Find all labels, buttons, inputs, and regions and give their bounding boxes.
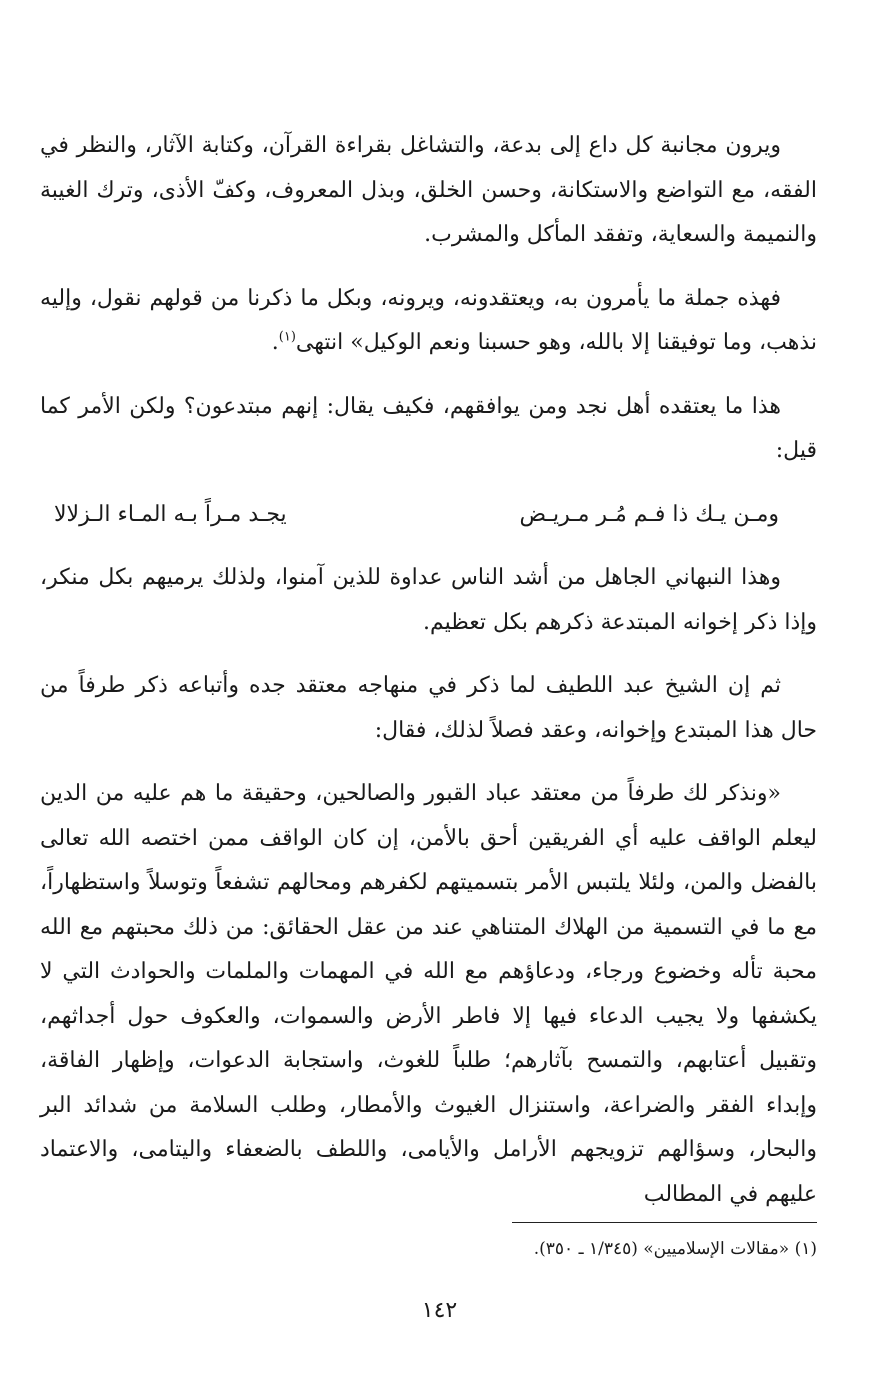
paragraph-5: ثم إن الشيخ عبد اللطيف لما ذكر في منهاجه معتقد جده وأتباعه ذكر طرفاً من حال هذا المبتدع وإخوانه، وعقد فصلاً لذلك، فقال:: [40, 673, 817, 743]
poem-verse: [40, 493, 817, 538]
paragraph-6: «ونذكر لك طرفاً من معتقد عباد القبور والصالحين، وحقيقة ما هم عليه من الدين ليعلم الواقف عليه أي الفريقين أحق بالأمن، إن كان الواقف ممن اختصه الله تعالى بالفضل والمن، ولئلا يلتبس الأمر بتسميتهم لكفرهم ومحالهم تشفعاً وتوسلاً واستظهاراً، مع ما في التسمية من الهلاك المتناهي عند من عقل الحقائق: من ذلك محبتهم مع الله محبة تأله وخضوع ورجاء، ودعاؤهم مع الله في المهمات والملمات والحوادث التي لا يكشفها ولا يجيب الدعاء فيها إلا فاطر الأرض والسموات، والعكوف حول أجداثهم، وتقبيل أعتابهم، والتمسح بآثارهم؛ طلباً للغوث، واستجابة الدعوات، وإظهار الفاقة، وإبداء الفقر والضراعة، واستنزال الغيوث والأمطار، وطلب السلامة من شدائد البر والبحار، وسؤالهم تزويجهم الأرامل والأيامى، واللطف بالضعفاء واليتامى، والاعتماد عليهم في المطالب: [40, 781, 817, 1207]
paragraph-1: ويرون مجانبة كل داع إلى بدعة، والتشاغل بقراءة القرآن، وكتابة الآثار، والنظر في الفقه، مع التواضع والاستكانة، وحسن الخلق، وبذل المعروف، وكفّ الأذى، وترك الغيبة والنميمة والسعاية، وتفقد المأكل والمشرب.: [40, 133, 817, 247]
main-text: [40, 124, 817, 1236]
paragraph-2-text: فهذه جملة ما يأمرون به، ويعتقدونه، ويرونه، وبكل ما ذكرنا من قولهم نقول، وإليه نذهب، وما توفيقنا إلا بالله، وهو حسبنا ونعم الوكيل» انتهى: [40, 285, 817, 355]
paragraph-3: هذا ما يعتقده أهل نجد ومن يوافقهم، فكيف يقال: إنهم مبتدعون؟ ولكن الأمر كما قيل:: [40, 393, 817, 463]
footnote-reference[interactable]: (١): [278, 329, 296, 345]
poem-second-hemistich: يجـد مـراً بـه المـاء الـزلالا: [54, 501, 287, 527]
poem-first-hemistich: ومـن يـك ذا فـم مُـر مـريـض: [519, 501, 779, 527]
footnote-separator: [512, 1222, 817, 1223]
paragraph-2: [40, 277, 817, 366]
footnote: (١) «مقالات الإسلاميين» (١/٣٤٥ ـ ٣٥٠).: [533, 1239, 817, 1259]
paragraph-4: وهذا النبهاني الجاهل من أشد الناس عداوة للذين آمنوا، ولذلك يرميهم بكل منكر، وإذا ذكر إخوانه المبتدعة ذكرهم بكل تعظيم.: [40, 565, 817, 635]
page-number: ١٤٢: [421, 1298, 458, 1323]
paragraph-2-end: .: [271, 330, 279, 355]
